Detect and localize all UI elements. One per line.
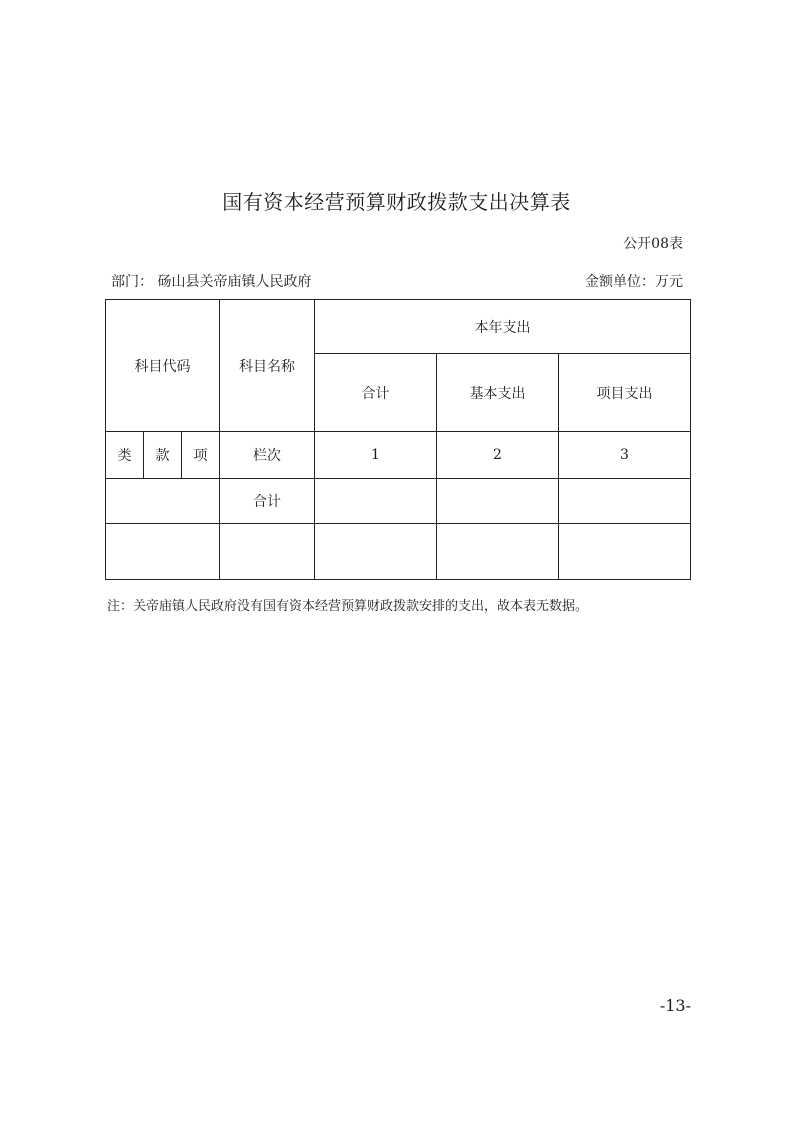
column-number-2: 2	[437, 432, 559, 479]
column-number-label: 栏次	[220, 432, 315, 479]
total-code-cell	[106, 479, 220, 524]
empty-code-cell	[106, 524, 220, 580]
amount-unit-label: 金额单位：万元	[585, 274, 683, 290]
empty-data-row	[106, 524, 691, 580]
header-current-year-expense: 本年支出	[315, 300, 691, 354]
total-basic-cell	[437, 479, 559, 524]
header-section: 款	[144, 432, 182, 479]
header-class: 类	[106, 432, 144, 479]
table-note: 注：关帝庙镇人民政府没有国有资本经营预算财政拨款安排的支出，故本表无数据。	[107, 599, 589, 614]
header-item: 项	[182, 432, 220, 479]
total-label: 合计	[220, 479, 315, 524]
page-title: 国有资本经营预算财政拨款支出决算表	[222, 190, 571, 214]
header-total: 合计	[315, 354, 437, 432]
budget-table	[105, 299, 691, 580]
column-number-1: 1	[315, 432, 437, 479]
department-label: 部门： 砀山县关帝庙镇人民政府	[111, 274, 312, 290]
column-number-3: 3	[559, 432, 691, 479]
column-number-row	[106, 432, 691, 479]
header-row-1	[106, 300, 691, 354]
empty-total-cell	[315, 524, 437, 580]
header-subject-name: 科目名称	[220, 300, 315, 432]
empty-project-cell	[559, 524, 691, 580]
empty-basic-cell	[437, 524, 559, 580]
page-number: -13-	[659, 996, 691, 1015]
header-subject-code: 科目代码	[106, 300, 220, 432]
form-number: 公开08表	[623, 236, 683, 252]
total-value-cell	[315, 479, 437, 524]
empty-name-cell	[220, 524, 315, 580]
total-row	[106, 479, 691, 524]
total-project-cell	[559, 479, 691, 524]
header-project-expense: 项目支出	[559, 354, 691, 432]
header-basic-expense: 基本支出	[437, 354, 559, 432]
